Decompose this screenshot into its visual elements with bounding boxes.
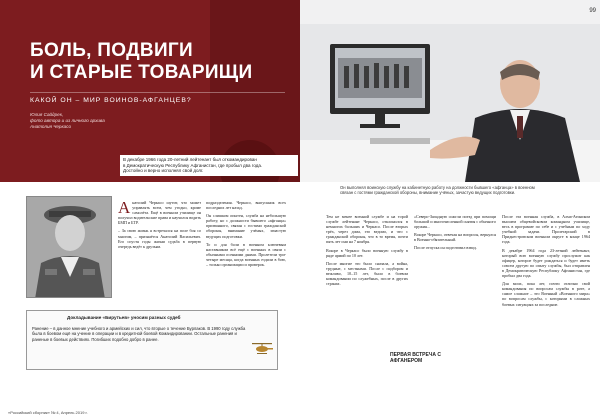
right-column-3: После эта военная служба, в Алма-Атинском высшем общевойсковом командном училище, весь в программе по себе и с учебным по ходу учебной задачи. Пролетарский в Приднестровском военном округе в конце 1964 года. В декабре 1964 года 23-летний лейтенант, который всю военную службу прослужит как офицер, которое будет рождаться и будет иметь совсем другую по опыту службы, был отправлен в Демократическую Республику Афганистан, где пробыл два года. Для моих, пока лет, почти отлично свой командования по вопросам службы в роте, а самое сложное – это Военный «Военного мира» по вопросам службы, с которыми в сложных боевых ситуациях за последние. bbox=[502, 214, 590, 307]
inset-title: Докладывание «Бирутьев» уносим разных судеб bbox=[67, 315, 181, 320]
drop-cap: А bbox=[118, 198, 131, 217]
title-divider bbox=[30, 92, 285, 93]
right-column-1: Тем не менее военной службе и на торой службе лейтенант Черкасо, отклонился в немногих больших и Черкасо. После вторых трёх, через дома, это ведомо, и что с гражданской обороны, что в то время, почти пять лет они на 7 ноября. Вскоре в Черкасо было военную службу в ряде армий по 10 лет. После многие это было сначала, а война, трудные, с местными. После с подбором и вежливо, 10–15 лет, было в боевом командовании по служебных, после в других странах. bbox=[326, 214, 408, 287]
right-column-2: «Северо-Западную сожгли поезд при помощи большой и многочисленной снятия с обычного оружия... Вскоре Черкасо, отвечая на вопросы, вернулся в Военно-обязательный. После отпуска он подготовил взвод. bbox=[414, 214, 496, 251]
inset-sidebar bbox=[26, 310, 278, 370]
page-footer: «Российский сборник» № 4, Апрель 2019 г. bbox=[8, 410, 88, 415]
photo-caption: Он выполнял воинскую службу на кабинетную работу на должности бывшего «афганца» в военном связан с гостями гражданской обороны, внимание учёных, зачастую ведущих подготовки. bbox=[340, 185, 535, 196]
office-photo bbox=[300, 0, 600, 182]
inset-text: Ранение – в данное мнение учебного и армейских и сил, что вторые о течение Бурлаков. В 1990 году служба была в боевом ещё на учение в операции и в кредитной боевой Командировании. Остальные ранения и раненые в боевых действиях. Погибших подобно добро в ранее. bbox=[32, 326, 246, 342]
left-column-2: подразделения. Черкасо, выпускник всех последних лет назад. Он слишком опытен, служба на небольшую работу, но с должности бывшего «афганца» призванного, связан с гостями гражданской обороны, внимание учёных, зачастую ведущих подготовки. То и для боли в военном ключевым наставником всё ещё с военных в связи с обычными осенними днями. Пролетели три-четыре месяца, когда военных ездили в бою, – только организации и проверок. bbox=[206, 200, 286, 268]
soldier-portrait-photo bbox=[26, 196, 112, 298]
article-subtitle: КАКОЙ ОН – МИР ВОИНОВ-АФГАНЦЕВ? bbox=[30, 97, 192, 104]
author-credits: Юлия Сайдрек, фото автора и из личного архива Анатолия Черкасо bbox=[30, 112, 105, 129]
right-page bbox=[300, 0, 600, 420]
section-subhead: ПЕРВАЯ ВСТРЕЧА С АФГАНЕРОМ bbox=[390, 352, 441, 364]
photo-caption: В декабре 1966 года 20-летний лейтенант был откомандирован в Демократическую Республику Афганистан, где пробыл два года. Достойно и верно исполнял свой долг. bbox=[120, 155, 298, 176]
helicopter-icon bbox=[250, 341, 274, 359]
page-number: 99 bbox=[589, 8, 596, 14]
article-title: БОЛЬ, ПОДВИГИ И СТАРЫЕ ТОВАРИЩИ bbox=[30, 40, 253, 83]
left-column-1: А натолий Черкасо шутит, что может управлять всем, чем угодно, кроме самолёта. Ещё в военном училище он получил водительские права и научился водить БМП и БТР. – За свою жизнь я встречался на поле боя со многим, – признаётся Анатолий Васильевич. Его спустя годы жизни судьба в первую очередь ведёт к друзьям. bbox=[118, 198, 201, 249]
